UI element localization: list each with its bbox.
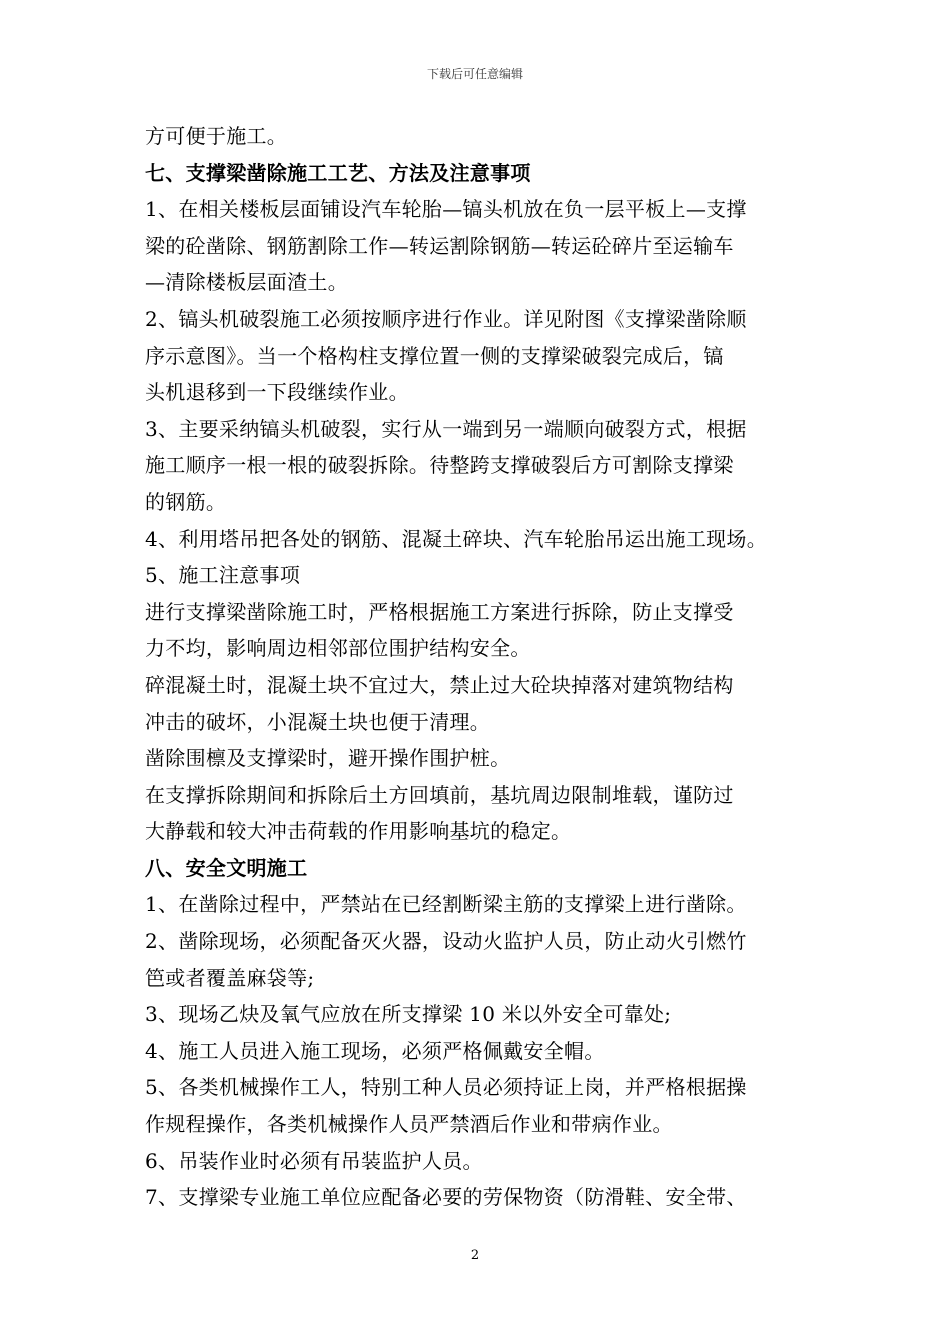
- text-line: 4、利用塔吊把各处的钢筋、混凝土碎块、汽车轮胎吊运出施工现场。: [145, 526, 768, 551]
- text-line: 1、在相关楼板层面铺设汽车轮胎—镐头机放在负一层平板上—支撑: [145, 197, 747, 222]
- text-line: 施工顺序一根一根的破裂拆除。待整跨支撑破裂后方可割除支撑梁: [145, 453, 734, 478]
- text-line: 2、镐头机破裂施工必须按顺序进行作业。详见附图《支撑梁凿除顺: [145, 306, 747, 331]
- text-line: 4、施工人员进入施工现场，必须严格佩戴安全帽。: [145, 1038, 605, 1063]
- text-line: 5、施工注意事项: [145, 563, 301, 588]
- text-line: —清除楼板层面渣土。: [145, 270, 348, 295]
- text-line: 进行支撑梁凿除施工时，严格根据施工方案进行拆除，防止支撑受: [145, 599, 734, 624]
- document-body: [145, 118, 825, 1216]
- text-line: 3、现场乙炔及氧气应放在所支撑梁 10 米以外安全可靠处;: [145, 1002, 672, 1027]
- text-line: 6、吊装作业时必须有吊装监护人员。: [145, 1148, 483, 1173]
- text-line: 在支撑拆除期间和拆除后土方回填前，基坑周边限制堆载，谨防过: [145, 782, 734, 807]
- text-line: 3、主要采纳镐头机破裂，实行从一端到另一端顺向破裂方式，根据: [145, 416, 747, 441]
- text-line: 大静载和较大冲击荷载的作用影响基坑的稳定。: [145, 819, 572, 844]
- section-heading: 七、支撑梁凿除施工工艺、方法及注意事项: [145, 160, 531, 185]
- text-line: 作规程操作，各类机械操作人员严禁酒后作业和带病作业。: [145, 1112, 673, 1137]
- text-line: 1、在凿除过程中，严禁站在已经割断梁主筋的支撑梁上进行凿除。: [145, 892, 747, 917]
- section-heading: 八、安全文明施工: [145, 855, 308, 880]
- text-line: 笆或者覆盖麻袋等;: [145, 965, 315, 990]
- text-line: 5、各类机械操作工人，特别工种人员必须持证上岗，并严格根据操: [145, 1075, 747, 1100]
- text-line: 序示意图》。当一个格构柱支撑位置一侧的支撑梁破裂完成后，镐: [145, 343, 724, 368]
- text-line: 2、凿除现场，必须配备灭火器，设动火监护人员，防止动火引燃竹: [145, 929, 747, 954]
- page-number: 2: [470, 1248, 480, 1263]
- text-line: 碎混凝土时，混凝土块不宜过大，禁止过大砼块掉落对建筑物结构: [145, 672, 734, 697]
- text-line: 的钢筋。: [145, 489, 227, 514]
- text-line: 力不均，影响周边相邻部位围护结构安全。: [145, 636, 531, 661]
- text-line: 冲击的破坏，小混凝土块也便于清理。: [145, 709, 491, 734]
- text-line: 凿除围檩及支撑梁时，避开操作围护桩。: [145, 746, 511, 771]
- text-line: 头机退移到一下段继续作业。: [145, 380, 409, 405]
- text-line: 7、支撑梁专业施工单位应配备必要的劳保物资（防滑鞋、安全带、: [145, 1185, 747, 1210]
- text-line: 方可便于施工。: [145, 124, 288, 148]
- page-header: 下载后可任意编辑: [426, 67, 523, 81]
- text-line: 梁的砼凿除、钢筋割除工作—转运割除钢筋—转运砼碎片至运输车: [145, 233, 734, 258]
